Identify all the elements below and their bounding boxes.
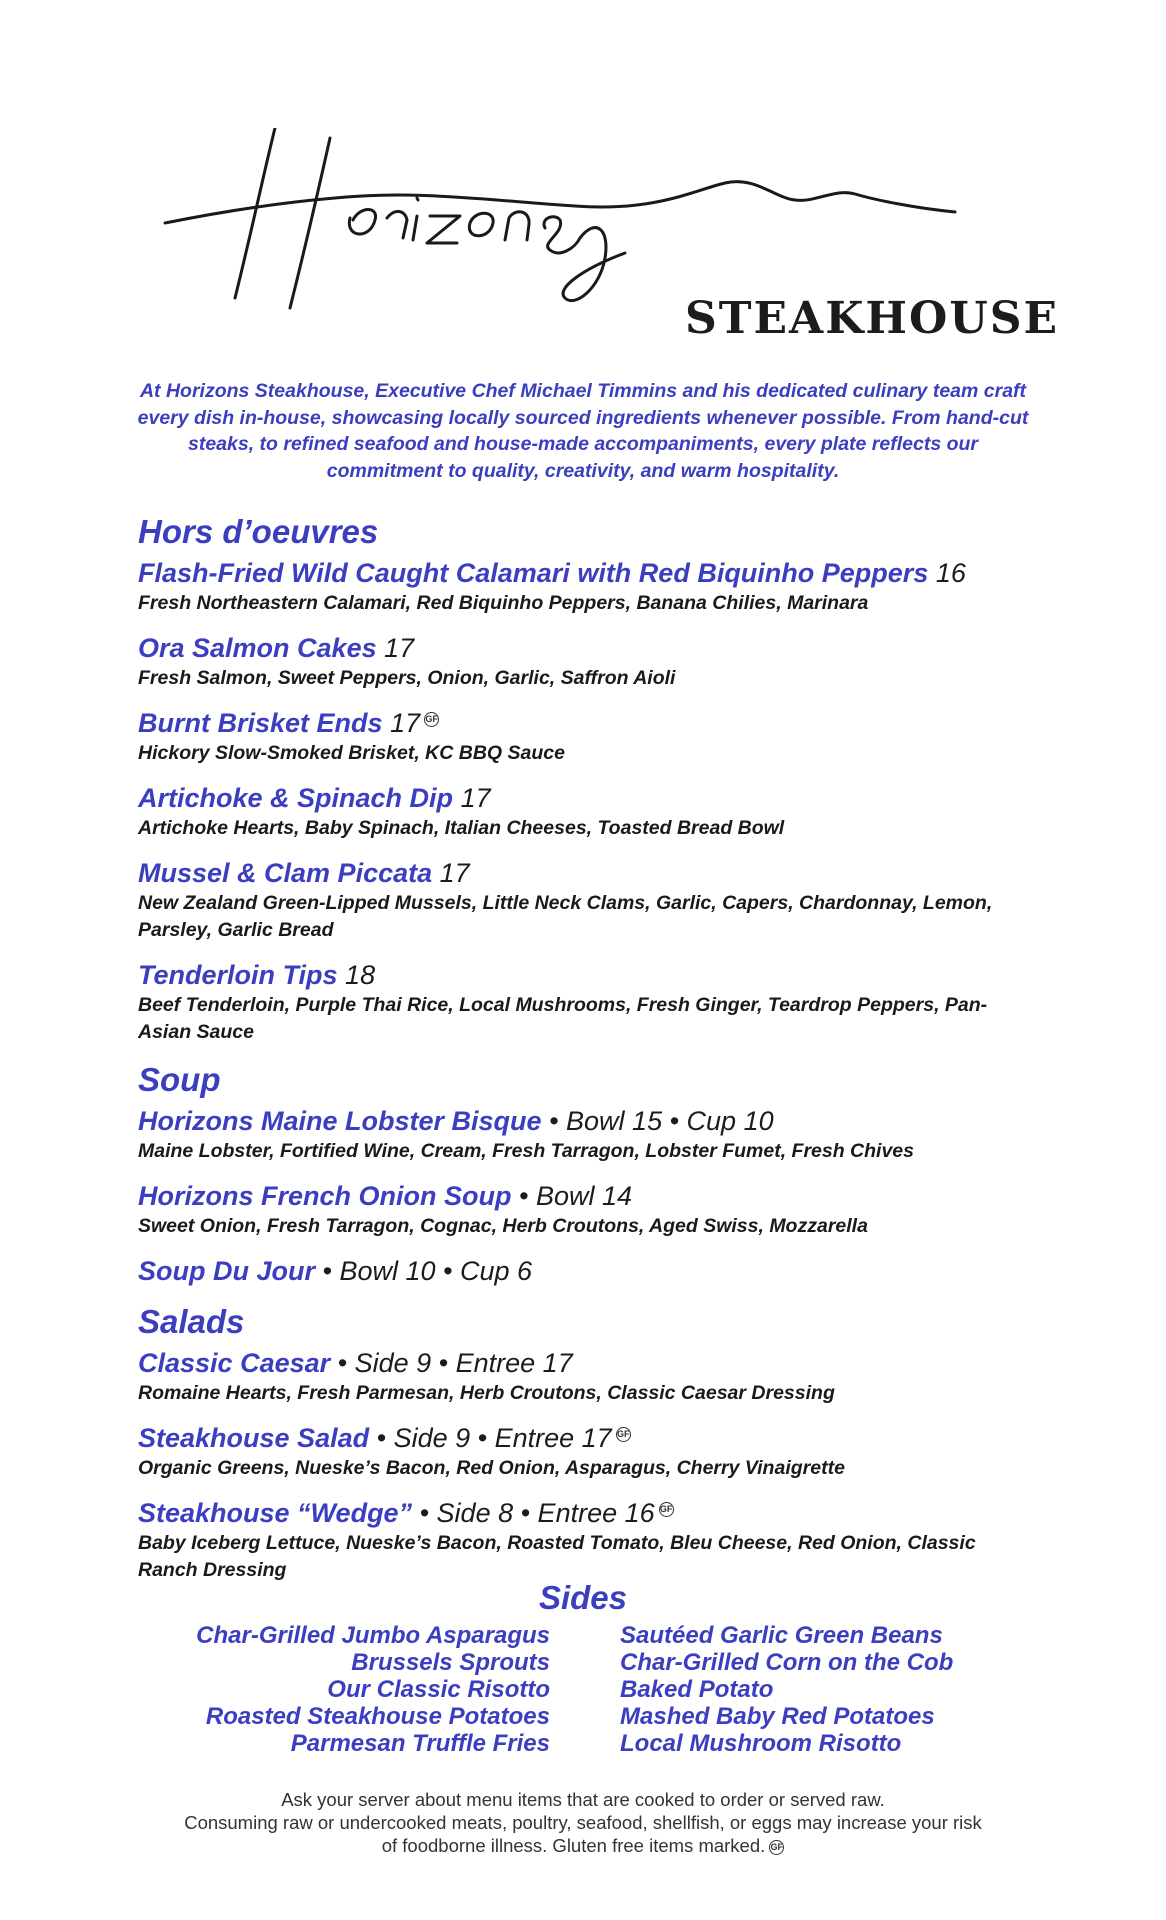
item-name: Ora Salmon Cakes bbox=[138, 633, 377, 663]
section-title-hors: Hors d’oeuvres bbox=[138, 513, 379, 550]
menu-item bbox=[138, 1346, 1038, 1407]
item-name: Steakhouse “Wedge” bbox=[138, 1498, 413, 1528]
item-price: • Side 9 • Entree 17 bbox=[337, 1348, 573, 1378]
menu-item bbox=[138, 781, 1038, 842]
menu-content bbox=[138, 512, 1038, 1598]
item-price: 17 bbox=[390, 708, 421, 738]
side-item: Local Mushroom Risotto bbox=[620, 1730, 902, 1757]
item-price: 17 bbox=[460, 783, 491, 813]
footer-line: of foodborne illness. Gluten free items marked. bbox=[381, 1835, 766, 1856]
item-name: Flash-Fried Wild Caught Calamari with Red Biquinho Peppers bbox=[138, 558, 929, 588]
item-name: Horizons French Onion Soup bbox=[138, 1181, 512, 1211]
item-name: Classic Caesar bbox=[138, 1348, 331, 1378]
item-description: Fresh Salmon, Sweet Peppers, Onion, Garlic, Saffron Aioli bbox=[138, 667, 676, 689]
footer-disclaimer bbox=[0, 1788, 1166, 1857]
item-price: • Side 9 • Entree 17 bbox=[376, 1423, 612, 1453]
item-name: Soup Du Jour bbox=[138, 1256, 315, 1286]
menu-item bbox=[138, 1179, 1038, 1240]
item-name: Burnt Brisket Ends bbox=[138, 708, 383, 738]
item-price: • Bowl 15 • Cup 10 bbox=[549, 1106, 774, 1136]
side-item: Roasted Steakhouse Potatoes bbox=[205, 1703, 550, 1730]
side-item: Parmesan Truffle Fries bbox=[290, 1730, 550, 1757]
section-title-salads: Salads bbox=[138, 1303, 245, 1340]
item-price: 17 bbox=[384, 633, 415, 663]
gluten-free-icon: GF bbox=[659, 1502, 674, 1517]
section-title-sides: Sides bbox=[538, 1579, 628, 1616]
sides-left-column bbox=[150, 1622, 550, 1757]
side-item: Char-Grilled Corn on the Cob bbox=[620, 1649, 954, 1676]
item-description: Beef Tenderloin, Purple Thai Rice, Local Mushrooms, Fresh Ginger, Teardrop Peppers, Pan-Asian Sauce bbox=[138, 994, 988, 1043]
item-name: Horizons Maine Lobster Bisque bbox=[138, 1106, 542, 1136]
menu-item bbox=[138, 1254, 1038, 1288]
item-description: Organic Greens, Nueske’s Bacon, Red Onion, Asparagus, Cherry Vinaigrette bbox=[138, 1457, 845, 1479]
side-item: Char-Grilled Jumbo Asparagus bbox=[196, 1622, 550, 1649]
item-price: 17 bbox=[439, 858, 470, 888]
item-name: Steakhouse Salad bbox=[138, 1423, 370, 1453]
item-description: Baby Iceberg Lettuce, Nueske’s Bacon, Roasted Tomato, Bleu Cheese, Red Onion, Classic Ranch Dressing bbox=[138, 1532, 976, 1581]
menu-item bbox=[138, 556, 1038, 617]
menu-item bbox=[138, 1104, 1038, 1165]
menu-item bbox=[138, 1421, 1038, 1482]
item-description: Maine Lobster, Fortified Wine, Cream, Fresh Tarragon, Lobster Fumet, Fresh Chives bbox=[138, 1140, 915, 1162]
item-description: Romaine Hearts, Fresh Parmesan, Herb Croutons, Classic Caesar Dressing bbox=[138, 1382, 835, 1404]
item-price: • Side 8 • Entree 16 bbox=[419, 1498, 655, 1528]
footer-line: Ask your server about menu items that are cooked to order or served raw. bbox=[281, 1789, 885, 1810]
item-description: Artichoke Hearts, Baby Spinach, Italian Cheeses, Toasted Bread Bowl bbox=[138, 817, 785, 839]
gluten-free-icon: GF bbox=[424, 712, 439, 727]
section-title-soup: Soup bbox=[138, 1061, 221, 1098]
item-price: • Bowl 10 • Cup 6 bbox=[322, 1256, 533, 1286]
side-item: Baked Potato bbox=[620, 1676, 774, 1703]
menu-item bbox=[138, 631, 1038, 692]
logo bbox=[155, 128, 1060, 358]
item-description: Sweet Onion, Fresh Tarragon, Cognac, Herb Croutons, Aged Swiss, Mozzarella bbox=[138, 1215, 868, 1237]
side-item: Mashed Baby Red Potatoes bbox=[620, 1703, 935, 1730]
menu-item bbox=[138, 958, 1038, 1046]
side-item: Our Classic Risotto bbox=[327, 1676, 550, 1703]
intro-paragraph: At Horizons Steakhouse, Executive Chef Michael Timmins and his dedicated culinary team craft every dish in-house, showcasing locally sourced ingredients whenever possible. From hand-cut steaks, to refined seafood and house-made accompaniments, every plate reflects our commitment to quality, creativity, and warm hospitality. bbox=[137, 380, 1029, 482]
item-description: New Zealand Green-Lipped Mussels, Little Neck Clams, Garlic, Capers, Chardonnay, Lemon, Parsley, Garlic Bread bbox=[138, 892, 993, 941]
menu-item bbox=[138, 706, 1038, 767]
side-item: Sautéed Garlic Green Beans bbox=[620, 1622, 943, 1649]
sides-right-column bbox=[620, 1622, 1020, 1757]
item-description: Hickory Slow-Smoked Brisket, KC BBQ Sauce bbox=[138, 742, 565, 764]
side-item: Brussels Sprouts bbox=[351, 1649, 550, 1676]
item-price: 18 bbox=[345, 960, 376, 990]
logo-subtitle: STEAKHOUSE bbox=[685, 293, 1060, 344]
menu-item bbox=[138, 1496, 1038, 1584]
item-name: Mussel & Clam Piccata bbox=[138, 858, 433, 888]
gluten-free-icon: GF bbox=[616, 1427, 631, 1442]
item-name: Tenderloin Tips bbox=[138, 960, 338, 990]
footer-line: Consuming raw or undercooked meats, poultry, seafood, shellfish, or eggs may increase your risk bbox=[184, 1812, 982, 1833]
item-price: 16 bbox=[935, 558, 966, 588]
menu-item bbox=[138, 856, 1038, 944]
item-name: Artichoke & Spinach Dip bbox=[138, 783, 454, 813]
item-description: Fresh Northeastern Calamari, Red Biquinho Peppers, Banana Chilies, Marinara bbox=[138, 592, 869, 614]
gluten-free-icon: GF bbox=[769, 1840, 784, 1855]
item-price: • Bowl 14 bbox=[519, 1181, 633, 1211]
